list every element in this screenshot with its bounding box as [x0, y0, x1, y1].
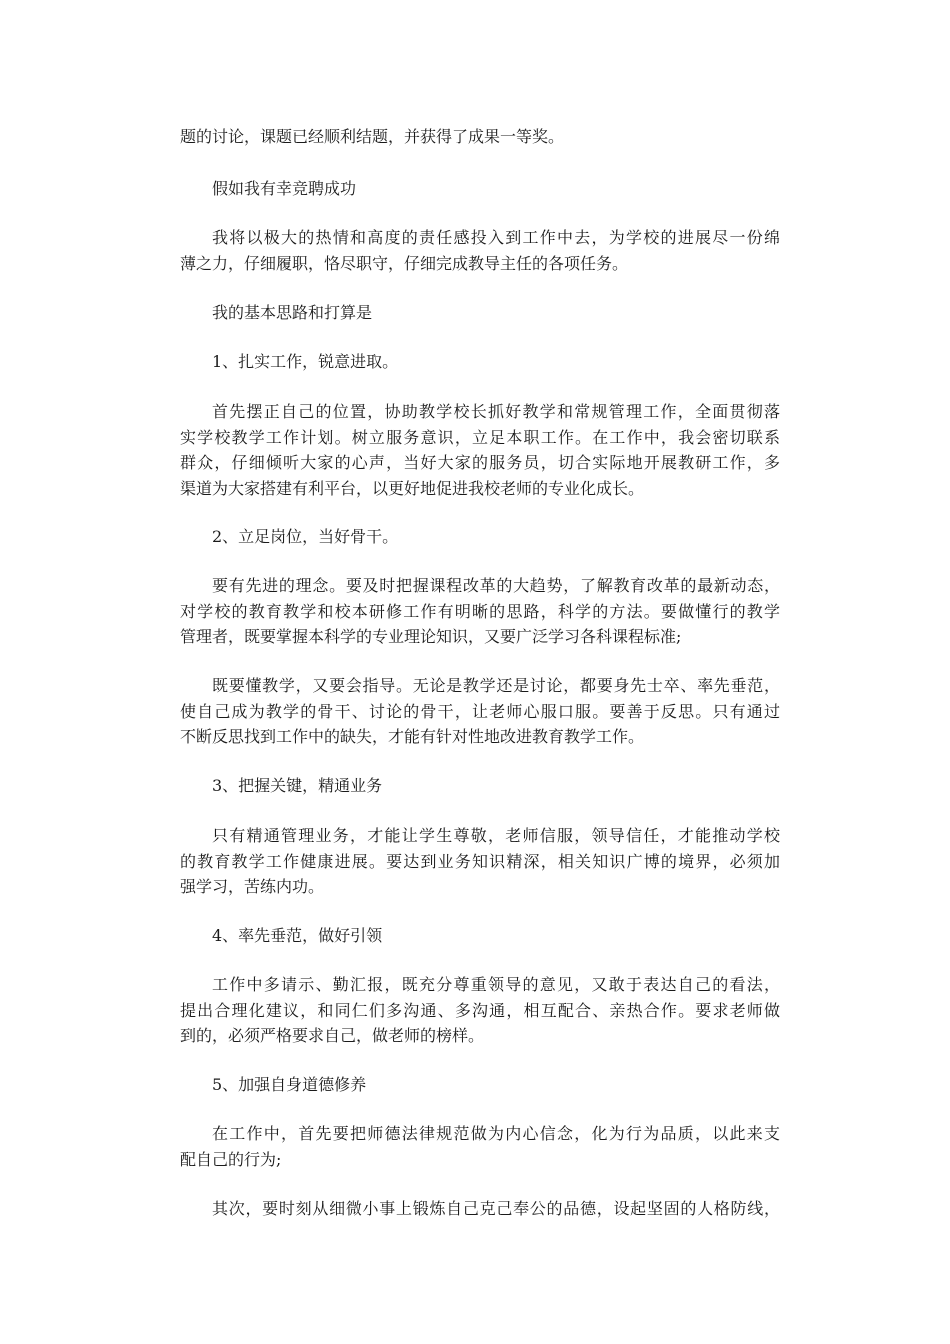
section-heading: 5、加强自身道德修养 — [212, 1075, 367, 1094]
text-line: 其次，要时刻从细微小事上锻炼自己克己奉公的品德，设起坚固的人格防线， — [212, 1199, 780, 1218]
text-line: 在工作中，首先要把师德法律规范做为内心信念，化为行为品质，以此来支 — [212, 1124, 780, 1143]
section-heading: 2、立足岗位，当好骨干。 — [212, 527, 399, 546]
section-heading: 1、扎实工作，锐意进取。 — [212, 352, 399, 371]
text-line: 薄之力，仔细履职，恪尽职守，仔细完成教导主任的各项任务。 — [180, 254, 629, 273]
text-line: 要有先进的理念。要及时把握课程改革的大趋势，了解教育改革的最新动态， — [212, 576, 780, 595]
text-line: 不断反思找到工作中的缺失，才能有针对性地改进教育教学工作。 — [180, 727, 645, 746]
text-line: 的教育教学工作健康进展。要达到业务知识精深，相关知识广博的境界，必须加 — [180, 852, 780, 871]
section-heading: 4、率先垂范，做好引领 — [212, 926, 383, 945]
text-line: 首先摆正自己的位置，协助教学校长抓好教学和常规管理工作，全面贯彻落 — [212, 402, 780, 421]
section-heading: 3、把握关键，精通业务 — [212, 776, 383, 795]
text-line: 实学校教学工作计划。树立服务意识，立足本职工作。在工作中，我会密切联系 — [180, 428, 780, 447]
text-line: 既要懂教学，又要会指导。无论是教学还是讨论，都要身先士卒、率先垂范， — [212, 676, 780, 695]
text-line: 只有精通管理业务，才能让学生尊敬，老师信服，领导信任，才能推动学校 — [212, 826, 780, 845]
text-line: 强学习，苦练内功。 — [180, 877, 325, 896]
text-line: 提出合理化建议，和同仁们多沟通、多沟通，相互配合、亲热合作。要求老师做 — [180, 1001, 780, 1020]
text-line: 到的，必须严格要求自己，做老师的榜样。 — [180, 1026, 485, 1045]
text-line: 工作中多请示、勤汇报，既充分尊重领导的意见，又敢于表达自己的看法， — [212, 975, 780, 994]
text-line: 题的讨论，课题已经顺利结题，并获得了成果一等奖。 — [180, 127, 565, 146]
text-line: 渠道为大家搭建有利平台，以更好地促进我校老师的专业化成长。 — [180, 479, 645, 498]
section-heading: 我的基本思路和打算是 — [212, 303, 373, 322]
text-line: 群众，仔细倾听大家的心声，当好大家的服务员，切合实际地开展教研工作，多 — [180, 453, 780, 472]
text-line: 对学校的教育教学和校本研修工作有明晰的思路，科学的方法。要做懂行的教学 — [180, 602, 780, 621]
text-line: 我将以极大的热情和高度的责任感投入到工作中去，为学校的进展尽一份绵 — [212, 228, 780, 247]
text-line: 使自己成为教学的骨干、讨论的骨干，让老师心服口服。要善于反思。只有通过 — [180, 702, 780, 721]
text-line: 配自己的行为; — [180, 1150, 282, 1169]
section-heading: 假如我有幸竞聘成功 — [212, 179, 357, 198]
text-line: 管理者，既要掌握本科学的专业理论知识，又要广泛学习各科课程标准; — [180, 627, 682, 646]
